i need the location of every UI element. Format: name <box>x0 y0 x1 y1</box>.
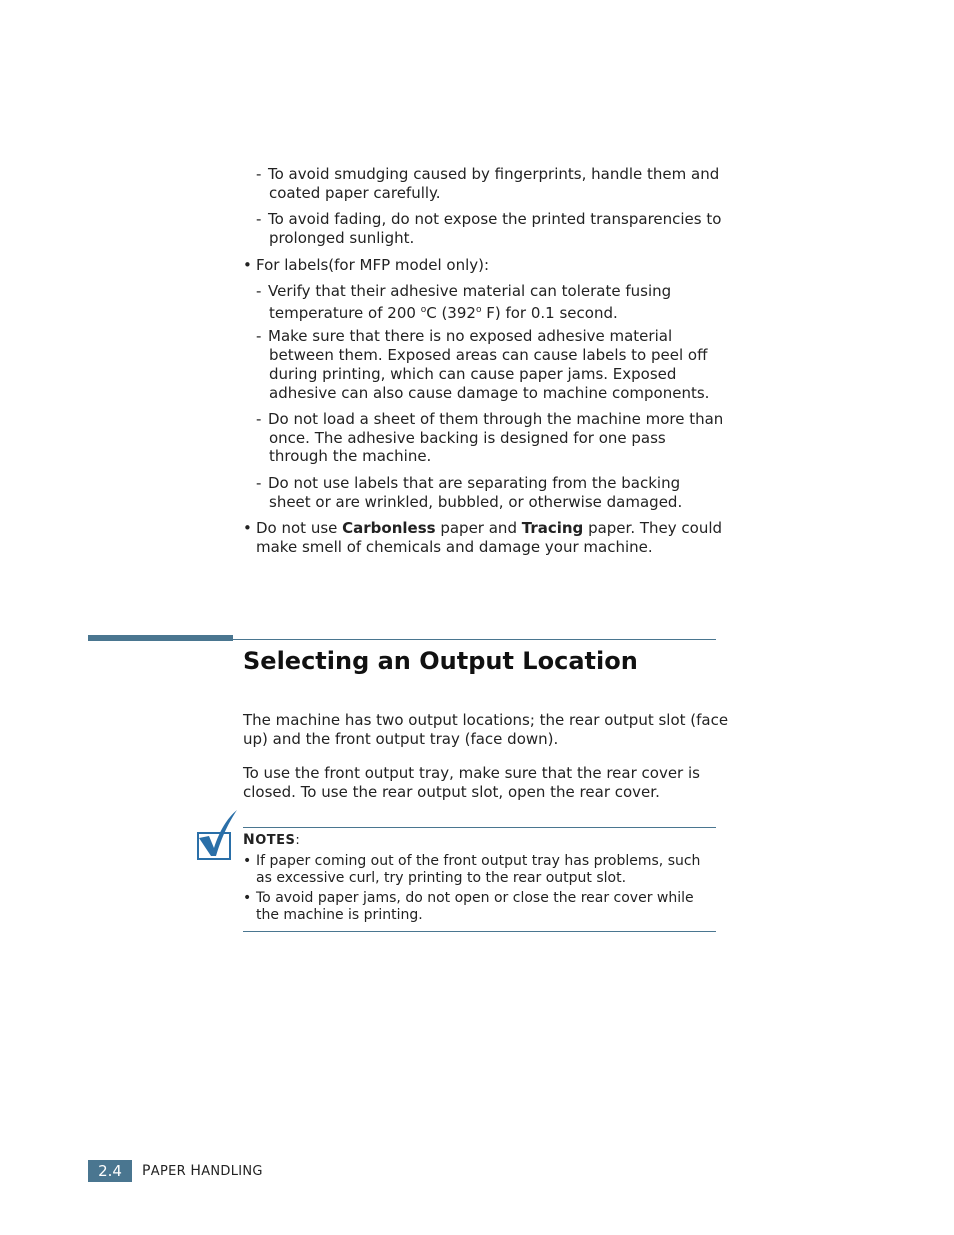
item-text-line: make smell of chemicals and damage your machine. <box>256 538 653 556</box>
plain-text: Do not use <box>256 519 343 537</box>
notes-top-rule <box>243 827 716 828</box>
notes-title-rest: OTES <box>255 833 296 848</box>
item-text-line: through the machine. <box>269 447 432 465</box>
bold-term-tracing: Tracing <box>521 519 584 537</box>
notes-title-colon: : <box>295 833 301 848</box>
item-text-line: sheet or are wrinkled, bubbled, or otherwise damaged. <box>269 493 683 511</box>
item-text-line: To avoid smudging caused by fingerprints, handle them and <box>268 165 720 183</box>
section-rule-thick <box>88 635 233 641</box>
temperature-text: F) for 0.1 second. <box>481 304 618 322</box>
item-text-line: between them. Exposed areas can cause labels to peel off <box>269 346 708 364</box>
item-text-line: Verify that their adhesive material can tolerate fusing <box>268 282 672 300</box>
dash-marker: - <box>256 410 262 428</box>
chapter-title <box>142 1161 263 1182</box>
dash-marker: - <box>256 474 262 492</box>
bullet-marker: • <box>243 519 252 537</box>
note-line: To avoid paper jams, do not open or close the rear cover while <box>256 890 694 906</box>
notes-bottom-rule <box>243 931 716 932</box>
paragraph-line: The machine has two output locations; the rear output slot (face <box>243 711 729 729</box>
temperature-text: C (392 <box>426 304 476 322</box>
chapter-title-rest: ANDLING <box>201 1164 263 1179</box>
degree-symbol: o <box>420 305 427 315</box>
item-text-line: during printing, which can cause paper jams. Exposed <box>269 365 677 383</box>
notes-title <box>243 831 300 850</box>
plain-text: paper. They could <box>583 519 723 537</box>
plain-text: paper and <box>435 519 522 537</box>
page-number: 2.4 <box>88 1160 132 1182</box>
dash-marker: - <box>256 282 262 300</box>
paragraph-line: To use the front output tray, make sure that the rear cover is <box>243 764 700 782</box>
item-text-line: once. The adhesive backing is designed for one pass <box>269 429 666 447</box>
item-text-line: To avoid fading, do not expose the printed transparencies to <box>268 210 722 228</box>
degree-symbol: o <box>475 305 482 315</box>
item-text-line: adhesive can also cause damage to machine components. <box>269 384 710 402</box>
checkmark-note-icon <box>195 808 239 862</box>
item-text-line: prolonged sunlight. <box>269 229 415 247</box>
temperature-text: temperature of 200 <box>269 304 421 322</box>
bold-term-carbonless: Carbonless <box>342 519 436 537</box>
section-heading: Selecting an Output Location <box>243 647 638 675</box>
item-text-line <box>256 519 722 538</box>
item-text-line: Do not load a sheet of them through the machine more than <box>268 410 724 428</box>
bullet-marker: • <box>243 256 252 274</box>
note-line: as excessive curl, try printing to the rear output slot. <box>256 870 627 886</box>
item-text-line: coated paper carefully. <box>269 184 441 202</box>
section-rule-thin <box>233 639 716 640</box>
paragraph-line: up) and the front output tray (face down). <box>243 730 559 748</box>
dash-marker: - <box>256 165 262 183</box>
note-line: If paper coming out of the front output tray has problems, such <box>256 853 701 869</box>
notes-title-initial: N <box>243 832 256 848</box>
chapter-title-initial: P <box>142 1163 151 1179</box>
dash-marker: - <box>256 210 262 228</box>
bullet-marker: • <box>243 890 252 906</box>
note-line: the machine is printing. <box>256 907 423 923</box>
item-text-line: Make sure that there is no exposed adhesive material <box>268 327 673 345</box>
dash-marker: - <box>256 327 262 345</box>
chapter-title-initial: H <box>190 1163 202 1179</box>
chapter-title-rest: APER <box>150 1164 191 1179</box>
item-text-line: For labels(for MFP model only): <box>256 256 490 274</box>
item-text-line: Do not use labels that are separating from the backing <box>268 474 681 492</box>
item-text-line <box>269 301 618 323</box>
paragraph-line: closed. To use the rear output slot, open the rear cover. <box>243 783 660 801</box>
bullet-marker: • <box>243 853 252 869</box>
